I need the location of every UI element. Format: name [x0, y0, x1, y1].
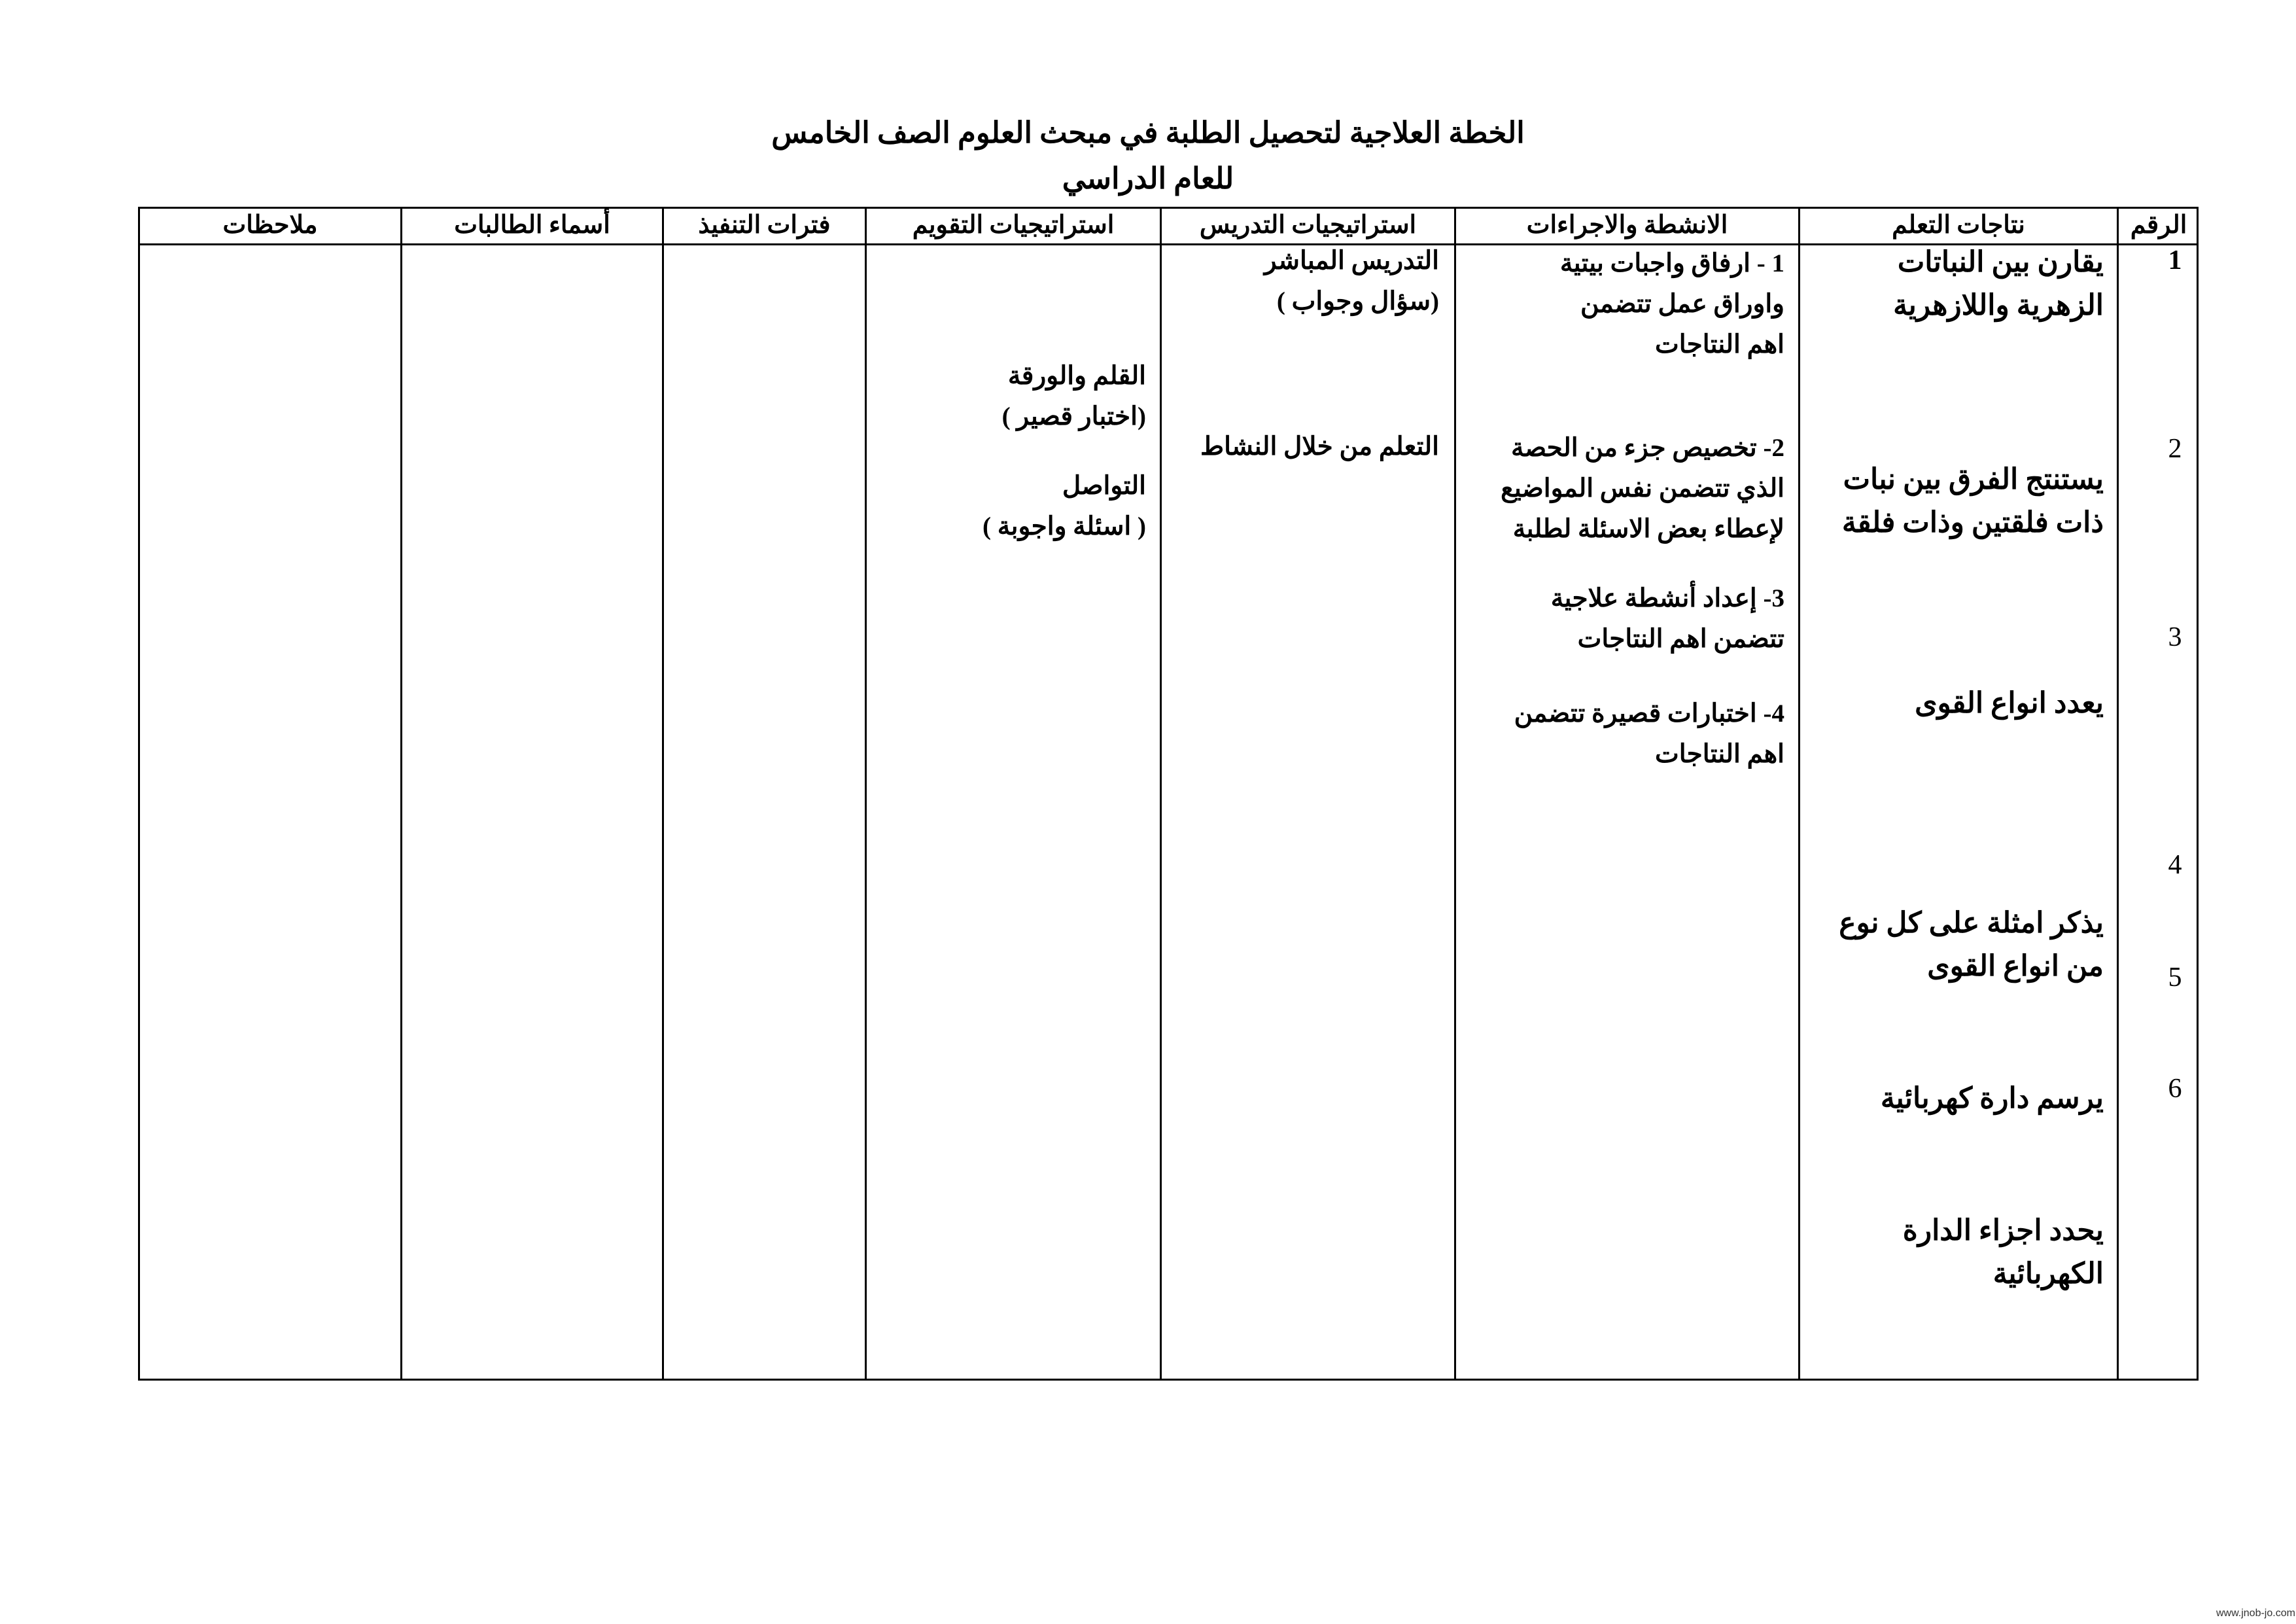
outcome-cell: يذكر امثلة على كل نوع من انواع القوى [1839, 907, 2104, 982]
column-divider [2117, 207, 2119, 1381]
column-divider [1798, 207, 1800, 1381]
page-title: الخطة العلاجية لتحصيل الطلبة في مبحث العلوم الصف الخامس [771, 116, 1525, 149]
outcome-cell: يحدد اجزاء الدارة الكهربائية [1902, 1214, 2104, 1290]
activity-cell: 3- إعداد أنشطة علاجية تتضمن اهم النتاجات [1550, 584, 1784, 653]
page-subtitle: للعام الدراسي [1062, 162, 1234, 195]
teaching-cell: التدريس المباشر (سؤال وجواب ) [1264, 247, 1439, 315]
row-number: 2 [2168, 434, 2182, 464]
header-number: الرقم [2130, 211, 2187, 239]
outcome-cell: يعدد انواع القوى [1915, 687, 2104, 719]
outcome-cell: يستنتج الفرق بين نبات ذات فلقتين وذات فلقة [1841, 463, 2104, 538]
activity-cell: 4- اختبارات قصيرة تتضمن اهم النتاجات [1514, 699, 1784, 768]
assessment-cell: القلم والورقة (اختبار قصير ) [1001, 362, 1146, 431]
header-outcomes: نتاجات التعلم [1892, 211, 2025, 239]
footer-watermark: www.jnob-jo.com [2216, 1608, 2295, 1619]
header-assessment: استراتيجيات التقويم [912, 211, 1115, 239]
outcome-cell: يقارن بين النباتات الزهرية واللازهرية [1893, 246, 2104, 321]
column-divider [865, 207, 867, 1381]
activity-cell: 1 - ارفاق واجبات بيتية واوراق عمل تتضمن اهم النتاجات [1559, 249, 1784, 359]
column-divider [662, 207, 664, 1381]
assessment-cell: التواصل ( اسئلة واجوبة ) [982, 472, 1146, 540]
row-number: 1 [2168, 245, 2182, 275]
column-divider [400, 207, 402, 1381]
row-number: 4 [2168, 850, 2182, 880]
row-number: 6 [2168, 1074, 2182, 1104]
header-students: أسماء الطالبات [454, 211, 610, 239]
header-activities: الانشطة والاجراءات [1526, 211, 1728, 239]
row-number: 5 [2168, 962, 2182, 993]
outcome-cell: يرسم دارة كهربائية [1880, 1082, 2104, 1114]
activity-cell: 2- تخصيص جزء من الحصة الذي تتضمن نفس المواضيع لإعطاء بعض الاسئلة لطلبة [1501, 434, 1784, 543]
column-divider [1454, 207, 1456, 1381]
table-border [138, 207, 2199, 1381]
header-divider [138, 243, 2199, 245]
header-teaching: استراتيجيات التدريس [1199, 211, 1417, 239]
row-number: 3 [2168, 622, 2182, 652]
column-divider [1160, 207, 1162, 1381]
header-notes: ملاحظات [222, 211, 318, 239]
header-periods: فترات التنفيذ [698, 211, 831, 239]
teaching-cell: التعلم من خلال النشاط [1200, 432, 1439, 461]
